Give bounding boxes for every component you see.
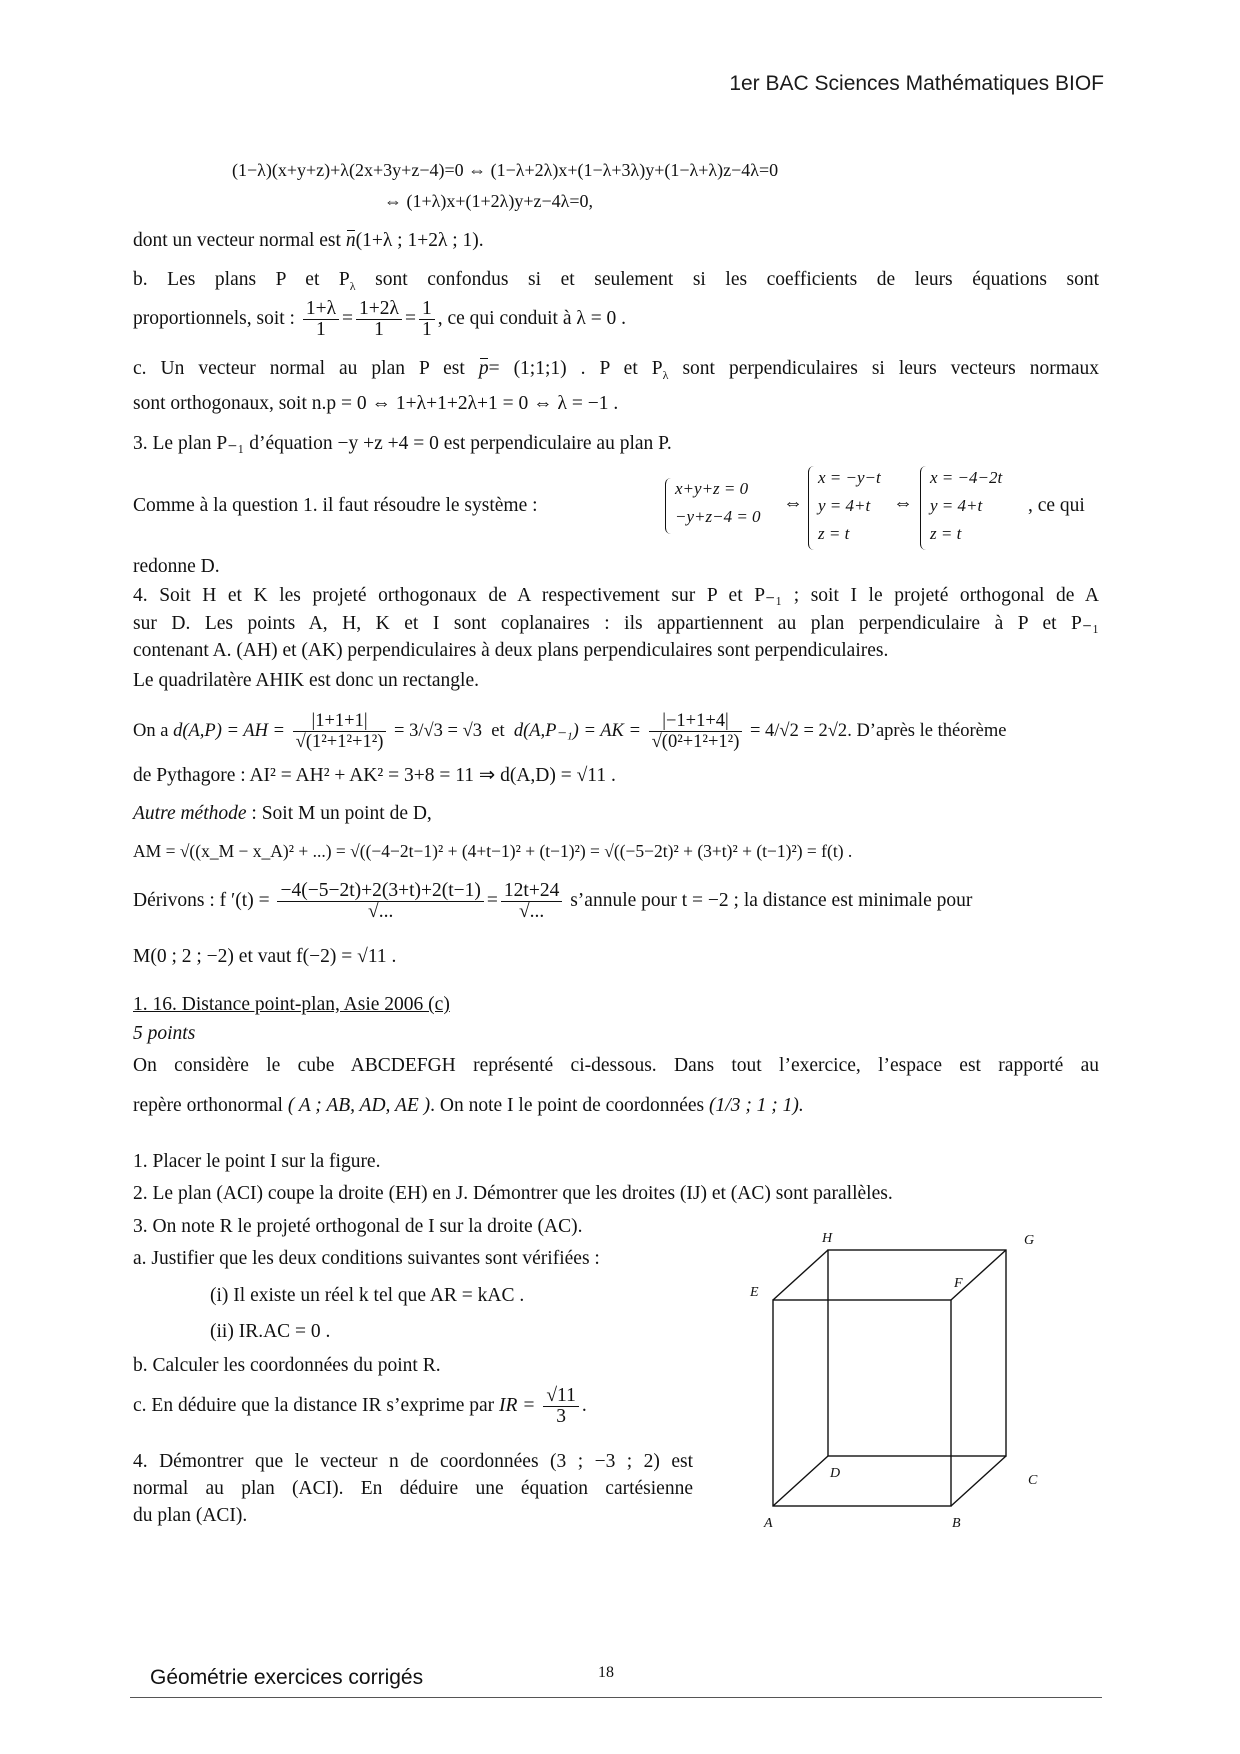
dist1-frac <box>293 711 387 752</box>
label-H: H <box>822 1231 833 1246</box>
coord-text: . On note I le point de coordonnées <box>430 1095 705 1116</box>
edge-BC <box>951 1456 1006 1506</box>
dist1-lhs: d(A,P) = AH = <box>173 721 286 741</box>
sys3-row3: z = t <box>930 524 962 543</box>
label-F: F <box>954 1276 963 1291</box>
dist-et: et <box>491 721 505 741</box>
sys2-row1: x = −y−t <box>818 468 881 487</box>
question-4-line2: normal au plan (ACI). En déduire une équation cartésienne <box>133 1478 693 1499</box>
label-E: E <box>750 1285 759 1300</box>
q3c-text: c. En déduire que la distance IR s’exprime par <box>133 1395 495 1416</box>
derivation-line: Dérivons : f ′(t) = $\frac{-4(-5-2t)+2(3+t)+2(t-1)}{√...}$ = $\frac{12t+24}{√...}$ s’annule pour t = −2 ; la distance est minimale pour <box>133 880 973 923</box>
sys1-row2: −y+z−4 = 0 <box>675 507 761 526</box>
system-1 <box>675 475 761 531</box>
pb1-rest: sont confondus si et seulement si les coefficients de leurs équations sont <box>375 269 1100 290</box>
equiv-1: ⇔ <box>783 492 803 514</box>
question-3b: b. Calculer les coordonnées du point R. <box>133 1355 441 1376</box>
label-D: D <box>830 1466 841 1481</box>
dist2-frac <box>649 711 743 752</box>
question-3: 3. On note R le projeté orthogonal de I sur la droite (AC). <box>133 1216 583 1237</box>
section-points <box>133 1022 1099 1046</box>
fraction-1 <box>303 299 339 340</box>
question-4-line3: du plan (ACI). <box>133 1505 248 1526</box>
sys1-row1: x+y+z = 0 <box>675 479 749 498</box>
fraction-3 <box>419 299 435 340</box>
sys2-row2: y = 4+t <box>818 496 871 515</box>
sys2-row3: z = t <box>818 524 850 543</box>
question-3a: a. Justifier que les deux conditions suivantes sont vérifiées : <box>133 1248 600 1269</box>
cube-figure <box>740 1230 1080 1540</box>
vector-p: p <box>478 358 489 379</box>
equation-line-2: ⇔ (1+λ)x+(1+2λ)y+z−4λ=0, <box>384 191 594 211</box>
section-title: 1. 16. Distance point-plan, Asie 2006 (c) <box>133 994 450 1015</box>
question-intro-1: On considère le cube ABCDEFGH représenté ci-dessous. Dans tout l’exercice, l’espace est rapporté au <box>133 1055 1099 1076</box>
question-1: 1. Placer le point I sur la figure. <box>133 1151 381 1172</box>
edge-FG <box>951 1250 1006 1300</box>
sys3-row2: y = 4+t <box>930 496 983 515</box>
sys3-row1: x = −4−2t <box>930 468 1003 487</box>
q3c-den: 3 <box>556 1406 566 1428</box>
autre-text: : Soit M un point de D, <box>246 803 432 824</box>
repere-text: repère orthonormal <box>133 1095 283 1116</box>
coord-value: (1/3 ; 1 ; 1). <box>709 1095 804 1116</box>
dist2-num: |−1+1+4| <box>649 711 743 732</box>
derivation-end: M(0 ; 2 ; −2) et vaut f(−2) = √11 . <box>133 946 397 967</box>
question-4-line1: 4. Démontrer que le vecteur n de coordonnées (3 ; −3 ; 2) est <box>133 1451 693 1472</box>
footer-title: Géométrie exercices corrigés <box>150 1666 424 1689</box>
frac3-num: 1 <box>419 299 435 320</box>
brace-1 <box>665 478 674 534</box>
deriv-post: s’annule pour t = −2 ; la distance est minimale pour <box>570 890 973 911</box>
cube-back-face <box>828 1250 1006 1456</box>
deriv-den1: √... <box>368 901 394 923</box>
paragraph-3: 3. Le plan P₋₁ d’équation −y +z +4 = 0 est perpendiculaire au plan P. <box>133 433 672 454</box>
vector-n: n <box>345 230 356 251</box>
label-G: G <box>1024 1233 1035 1248</box>
paragraph-4-line3: contenant A. (AH) et (AK) perpendiculaires à deux plans perpendiculaires sont perpendiculaires. <box>133 640 889 661</box>
q3c-lhs: IR = <box>499 1395 536 1416</box>
frac3-den: 1 <box>421 319 432 341</box>
dist-post: . D’après le théorème <box>847 721 1007 741</box>
pc1-mid: = (1;1;1) . P et P <box>488 358 663 379</box>
deriv-num1: −4(−5−2t)+2(3+t)+2(t−1) <box>277 881 483 902</box>
paragraph-c-line1 <box>133 357 1099 387</box>
normal-text: dont un vecteur normal est <box>133 230 341 251</box>
dist-pre: On a <box>133 721 169 741</box>
autre-methode-line <box>133 802 1099 826</box>
paragraph-4-line4: Le quadrilatère AHIK est donc un rectangle. <box>133 670 479 691</box>
pc1-pre: c. Un vecteur normal au plan P est <box>133 358 465 379</box>
question-3c: c. En déduire que la distance IR s’exprime par IR = $\frac{√11}{3}$ . <box>133 1385 587 1428</box>
frac1-den: 1 <box>316 319 326 341</box>
deriv-num2: 12t+24 <box>501 881 562 902</box>
brace-3 <box>920 466 929 550</box>
pc1-post: sont perpendiculaires si leurs vecteurs normaux <box>682 358 1100 379</box>
pb1-start: b. Les plans P et P <box>133 269 350 290</box>
q3c-frac <box>543 1386 578 1427</box>
label-C: C <box>1028 1473 1038 1488</box>
cube-front-face <box>773 1300 951 1506</box>
label-A: A <box>764 1516 773 1531</box>
frac1-num: 1+λ <box>303 299 339 320</box>
page-number: 18 <box>598 1664 614 1681</box>
page-header: 1er BAC Sciences Mathématiques BIOF <box>729 72 1104 95</box>
system-3 <box>930 464 1002 548</box>
pc1-sub: λ <box>662 367 669 382</box>
pb2-post: , ce qui conduit à λ = 0 . <box>437 308 627 329</box>
redonne-text: redonne D. <box>133 556 220 577</box>
deriv-frac2 <box>501 881 562 922</box>
am-formula: AM = √((x_M − x_A)² + ...) = √((−4−2t−1)² + (4+t−1)² + (t−1)²) = √((−5−2t)² + (3+t)² + (t−1)²) = f(t) . <box>133 841 853 861</box>
question-2: 2. Le plan (ACI) coupe la droite (EH) en J. Démontrer que les droites (IJ) et (AC) sont parallèles. <box>133 1183 893 1204</box>
normal-coords: (1+λ ; 1+2λ ; 1). <box>355 230 484 251</box>
edge-EH <box>773 1250 828 1300</box>
paragraph-4-line1: 4. Soit H et K les projeté orthogonaux de A respectivement sur P et P₋₁ ; soit I le projeté orthogonal de A <box>133 585 1099 606</box>
fraction-2 <box>356 299 402 340</box>
equation-line-1: (1−λ)(x+y+z)+λ(2x+3y+z−4)=0 ⇔ (1−λ+2λ)x+(1−λ+3λ)y+(1−λ+λ)z−4λ=0 <box>232 160 779 180</box>
equiv-2: ⇔ <box>893 492 913 514</box>
dist2-lhs: d(A,P₋₁) = AK = <box>513 721 641 741</box>
dist1-den: √(1²+1²+1²) <box>295 732 384 753</box>
label-B: B <box>952 1516 961 1531</box>
paragraph-b-line2: proportionnels, soit : $\frac{1+\lambda}{1}$ = $\frac{1+2\lambda}{1}$ = $\frac{1}{1}$ , ce qui conduit à λ = 0 . <box>133 298 627 341</box>
repere-value: ( A ; AB, AD, AE ) <box>287 1095 431 1116</box>
comme-text: Comme à la question 1. il faut résoudre le système : <box>133 495 538 516</box>
deriv-pre: Dérivons : f ′(t) = <box>133 890 270 911</box>
q3c-num: √11 <box>543 1386 578 1407</box>
edge-AD <box>773 1456 828 1506</box>
frac2-num: 1+2λ <box>356 299 402 320</box>
deriv-frac1 <box>277 881 483 922</box>
condition-ii: (ii) IR.AC = 0 . <box>210 1321 331 1342</box>
dist1-num: |1+1+1| <box>293 711 387 732</box>
dist2-rhs: = 4/√2 = 2√2 <box>749 721 848 741</box>
paragraph-4-line2: sur D. Les points A, H, K et I sont coplanaires : ils appartiennent au plan perpendiculaire à P et P₋₁ <box>133 613 1099 634</box>
pythagore-line: de Pythagore : AI² = AH² + AK² = 3+8 = 11 ⇒ d(A,D) = √11 . <box>133 765 616 786</box>
dist2-den: √(0²+1²+1²) <box>651 732 740 753</box>
normal-vector-line <box>133 229 1099 253</box>
frac2-den: 1 <box>374 319 384 341</box>
paragraph-c-line2: sont orthogonaux, soit n.p = 0 ⇔ 1+λ+1+2λ+1 = 0 ⇔ λ = −1 . <box>133 393 619 414</box>
pb1-sub: λ <box>349 278 356 293</box>
dist1-rhs: = 3/√3 = √3 <box>394 721 482 741</box>
points-label: 5 points <box>133 1023 196 1044</box>
pb2-pre: proportionnels, soit : <box>133 308 295 329</box>
deriv-den2: √... <box>518 901 545 923</box>
footer-rule <box>130 1697 1102 1698</box>
comme-end: , ce qui <box>1028 495 1085 516</box>
autre-label: Autre méthode <box>133 803 247 824</box>
brace-2 <box>808 466 817 550</box>
paragraph-b-line1 <box>133 268 1099 298</box>
condition-i: (i) Il existe un réel k tel que AR = kAC . <box>210 1285 525 1306</box>
system-2 <box>818 464 881 548</box>
distance-line <box>133 706 1099 756</box>
question-intro-2 <box>133 1094 1099 1118</box>
